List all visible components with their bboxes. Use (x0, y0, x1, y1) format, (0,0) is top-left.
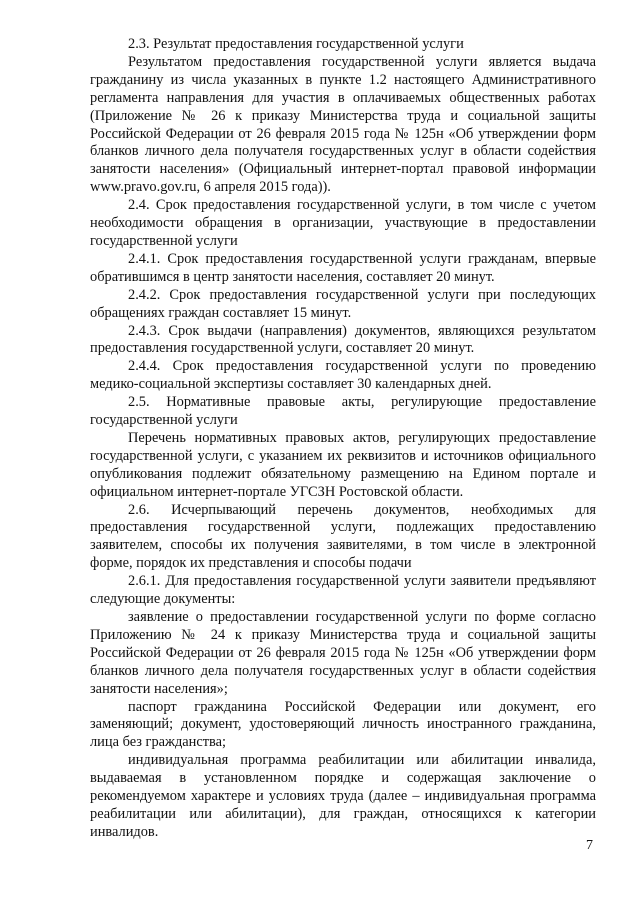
page-number: 7 (586, 838, 593, 853)
section-2-4-3: 2.4.3. Срок выдачи (направления) документов, являющихся результатом предоставления государственной услуги, составляет 20 минут. (90, 322, 596, 357)
document-page (90, 36, 596, 842)
section-2-3-body: Результатом предоставления государственной услуги является выдача гражданину из числа указанных в пункте 1.2 настоящего Административного регламента направления для участия в оплачиваемых общественных работах (Приложение № 26 к приказу Министерства труда и социальной защиты Российской Федерации от 26 февраля 2015 года № 125н «Об утверждении форм бланков личного дела получателя государственных услуг в области содействия занятости населения» (Официальный интернет-портал правовой информации www.pravo.gov.ru, 6 апреля 2015 года)). (90, 53, 596, 196)
section-2-4-2: 2.4.2. Срок предоставления государственной услуги при последующих обращениях граждан составляет 15 минут. (90, 286, 596, 321)
section-2-6-heading: 2.6. Исчерпывающий перечень документов, необходимых для предоставления государственной услуги, подлежащих предоставлению заявителем, способы их получения заявителями, в том числе в электронной форме, порядок их представления и способы подачи (90, 501, 596, 572)
section-2-6-1: 2.6.1. Для предоставления государственной услуги заявители предъявляют следующие документы: (90, 573, 596, 608)
section-2-4-1: 2.4.1. Срок предоставления государственной услуги гражданам, впервые обратившимся в центр занятости населения, составляет 20 минут. (90, 250, 596, 285)
section-2-4-4: 2.4.4. Срок предоставления государственной услуги по проведению медико-социальной экспертизы составляет 30 календарных дней. (90, 358, 596, 393)
section-2-5-body: Перечень нормативных правовых актов, регулирующих предоставление государственной услуги, с указанием их реквизитов и источников официального опубликования подлежит обязательному размещению на Едином портале и официальном интернет-портале УГСЗН Ростовской области. (90, 429, 596, 500)
section-2-3-heading: 2.3. Результат предоставления государственной услуги (128, 36, 464, 52)
section-2-4-heading: 2.4. Срок предоставления государственной услуги, в том числе с учетом необходимости обращения в организации, участвующие в предоставлении государственной услуги (90, 197, 596, 249)
list-item-rehabilitation-program: индивидуальная программа реабилитации или абилитации инвалида, выдаваемая в установленном порядке и содержащая заключение о рекомендуемом характере и условиях труда (далее – индивидуальная программа реабилитации или абилитации), для граждан, относящихся к категории инвалидов. (90, 752, 596, 840)
section-2-5-heading: 2.5. Нормативные правовые акты, регулирующие предоставление государственной услуги (90, 394, 596, 429)
list-item-application: заявление о предоставлении государственной услуги по форме согласно Приложению № 24 к приказу Министерства труда и социальной защиты Российской Федерации от 26 февраля 2015 года № 125н «Об утверждении форм бланков личного дела получателя государственных услуг в области содействия занятости населения»; (90, 609, 596, 697)
list-item-passport: паспорт гражданина Российской Федерации или документ, его заменяющий; документ, удостоверяющий личность иностранного гражданина, лица без гражданства; (90, 698, 596, 751)
